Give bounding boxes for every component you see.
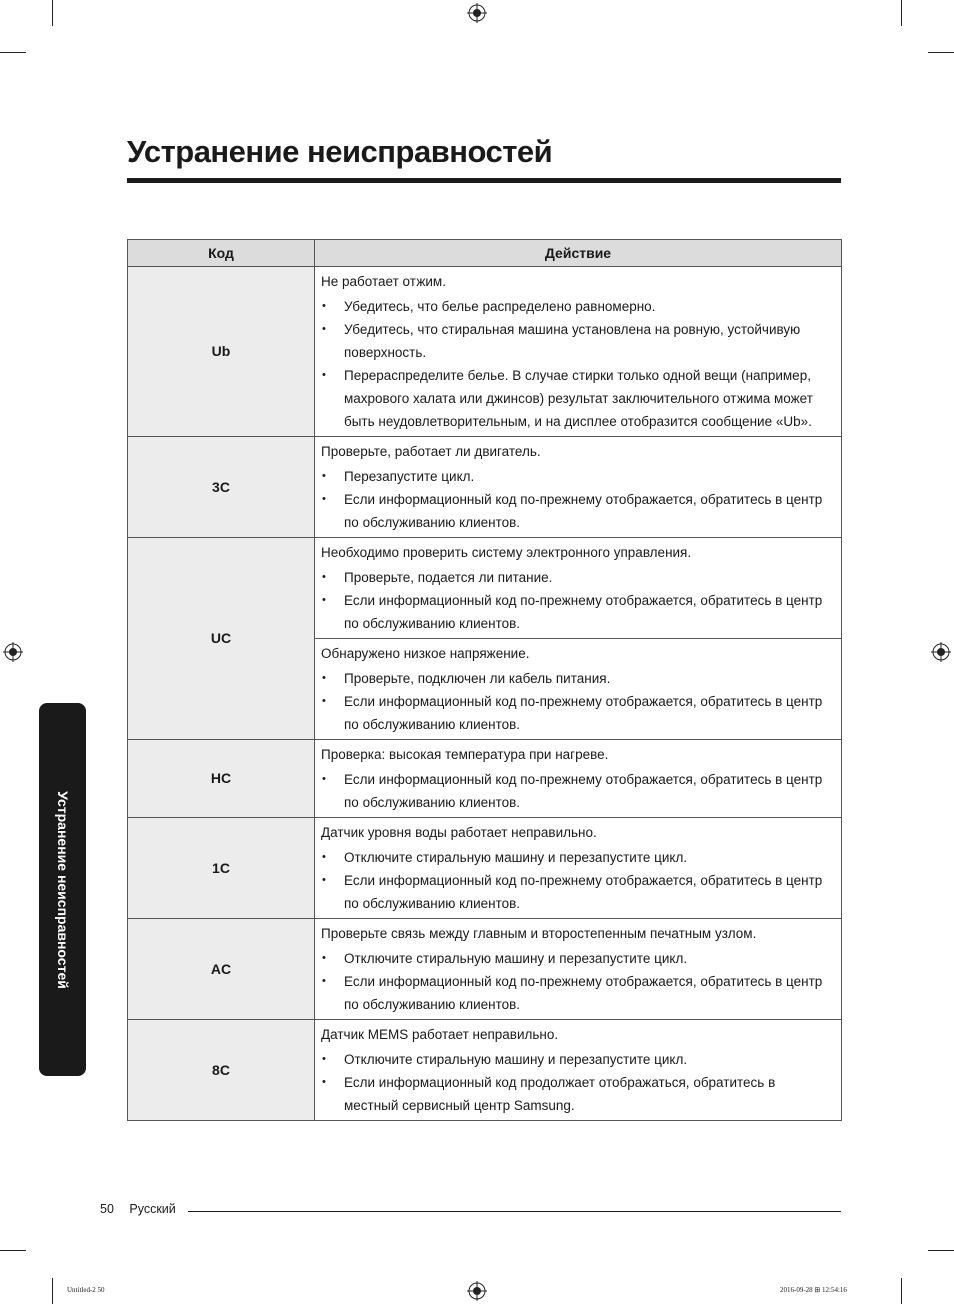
list-item: • Проверьте, подключен ли кабель питания. xyxy=(321,667,833,690)
action-block xyxy=(315,1020,841,1120)
table-row xyxy=(128,919,842,1020)
list-item: • Если информационный код продолжает отображаться, обратитесь в местный сервисный центр Samsung. xyxy=(321,1071,833,1117)
action-lead-text: Датчик MEMS работает неправильно. xyxy=(321,1027,559,1042)
page-number: 50 xyxy=(100,1202,114,1216)
action-block xyxy=(315,267,841,436)
registration-mark-icon xyxy=(3,642,23,662)
title-underline xyxy=(127,178,841,183)
action-lead-text: Необходимо проверить систему электронного управления. xyxy=(321,545,692,560)
action-bullet-list xyxy=(321,1048,833,1117)
column-header-action: Действие xyxy=(315,240,842,267)
column-header-code: Код xyxy=(128,240,315,267)
action-lead-text: Датчик уровня воды работает неправильно. xyxy=(321,825,597,840)
list-item: • Если информационный код по-прежнему отображается, обратитесь в центр по обслуживанию клиентов. xyxy=(321,768,833,814)
table-body xyxy=(128,267,842,1121)
action-bullet-list xyxy=(321,295,833,433)
crop-mark xyxy=(0,52,26,53)
list-item: • Если информационный код по-прежнему отображается, обратитесь в центр по обслуживанию клиентов. xyxy=(321,589,833,635)
crop-mark xyxy=(52,0,53,26)
table-row xyxy=(128,1020,842,1121)
error-code-cell: HC xyxy=(128,740,315,818)
action-bullet-list xyxy=(321,947,833,1016)
error-code-cell: Ub xyxy=(128,267,315,437)
list-item: • Проверьте, подается ли питание. xyxy=(321,566,833,589)
action-lead-text: Проверьте связь между главным и второстепенным печатным узлом. xyxy=(321,926,757,941)
action-bullet-list xyxy=(321,465,833,534)
action-cell xyxy=(315,740,842,818)
action-bullet-list xyxy=(321,566,833,635)
print-slug-right: 2016-09-28 ⊞ 12:54:16 xyxy=(780,1286,847,1294)
action-cell xyxy=(315,919,842,1020)
action-lead-text: Не работает отжим. xyxy=(321,274,446,289)
table-row xyxy=(128,740,842,818)
list-item: • Отключите стиральную машину и перезапустите цикл. xyxy=(321,846,833,869)
error-code-cell: 8C xyxy=(128,1020,315,1121)
action-block xyxy=(315,538,841,638)
crop-mark xyxy=(52,1278,53,1304)
crop-mark xyxy=(901,1278,902,1304)
crop-mark xyxy=(928,1250,954,1251)
action-cell xyxy=(315,267,842,437)
registration-mark-icon xyxy=(467,3,487,23)
crop-mark xyxy=(928,52,954,53)
error-code-table xyxy=(127,239,842,1121)
list-item: • Отключите стиральную машину и перезапустите цикл. xyxy=(321,947,833,970)
list-item: • Если информационный код по-прежнему отображается, обратитесь в центр по обслуживанию клиентов. xyxy=(321,690,833,736)
list-item: • Если информационный код по-прежнему отображается, обратитесь в центр по обслуживанию клиентов. xyxy=(321,869,833,915)
page-title: Устранение неисправностей xyxy=(127,134,553,169)
page-footer xyxy=(100,1202,176,1216)
side-section-tab xyxy=(39,703,86,1076)
list-item: • Отключите стиральную машину и перезапустите цикл. xyxy=(321,1048,833,1071)
action-cell xyxy=(315,1020,842,1121)
footer-rule xyxy=(188,1211,841,1212)
crop-mark xyxy=(0,1250,26,1251)
print-slug-left: Untitled-2 50 xyxy=(67,1286,105,1294)
side-tab-label: Устранение неисправностей xyxy=(54,790,71,989)
list-item: • Перераспределите белье. В случае стирки только одной вещи (например, махрового халата или джинсов) результат заключительного отжима может быть неудовлетворительным, и на дисплее отобразится сообщение «Ub». xyxy=(321,364,833,433)
footer-language: Русский xyxy=(129,1202,176,1216)
action-bullet-list xyxy=(321,667,833,736)
table-row xyxy=(128,818,842,919)
table-row xyxy=(128,437,842,538)
table-header-row xyxy=(128,240,842,267)
action-cell xyxy=(315,437,842,538)
action-block xyxy=(315,919,841,1019)
error-code-cell: UC xyxy=(128,538,315,740)
list-item: • Перезапустите цикл. xyxy=(321,465,833,488)
error-code-cell: 1C xyxy=(128,818,315,919)
registration-mark-icon xyxy=(931,642,951,662)
action-block xyxy=(315,437,841,537)
action-block xyxy=(315,740,841,817)
error-code-cell: AC xyxy=(128,919,315,1020)
action-block xyxy=(315,818,841,918)
list-item: • Если информационный код по-прежнему отображается, обратитесь в центр по обслуживанию клиентов. xyxy=(321,488,833,534)
action-lead-text: Обнаружено низкое напряжение. xyxy=(321,646,530,661)
list-item: • Убедитесь, что белье распределено равномерно. xyxy=(321,295,833,318)
table-row xyxy=(128,267,842,437)
action-bullet-list xyxy=(321,846,833,915)
error-code-cell: 3C xyxy=(128,437,315,538)
action-block xyxy=(315,638,841,739)
action-lead-text: Проверка: высокая температура при нагреве. xyxy=(321,747,609,762)
list-item: • Убедитесь, что стиральная машина установлена на ровную, устойчивую поверхность. xyxy=(321,318,833,364)
action-bullet-list xyxy=(321,768,833,814)
crop-mark xyxy=(901,0,902,26)
action-lead-text: Проверьте, работает ли двигатель. xyxy=(321,444,541,459)
list-item: • Если информационный код по-прежнему отображается, обратитесь в центр по обслуживанию клиентов. xyxy=(321,970,833,1016)
action-cell xyxy=(315,818,842,919)
registration-mark-icon xyxy=(467,1281,487,1301)
action-cell xyxy=(315,538,842,740)
table-row xyxy=(128,538,842,740)
